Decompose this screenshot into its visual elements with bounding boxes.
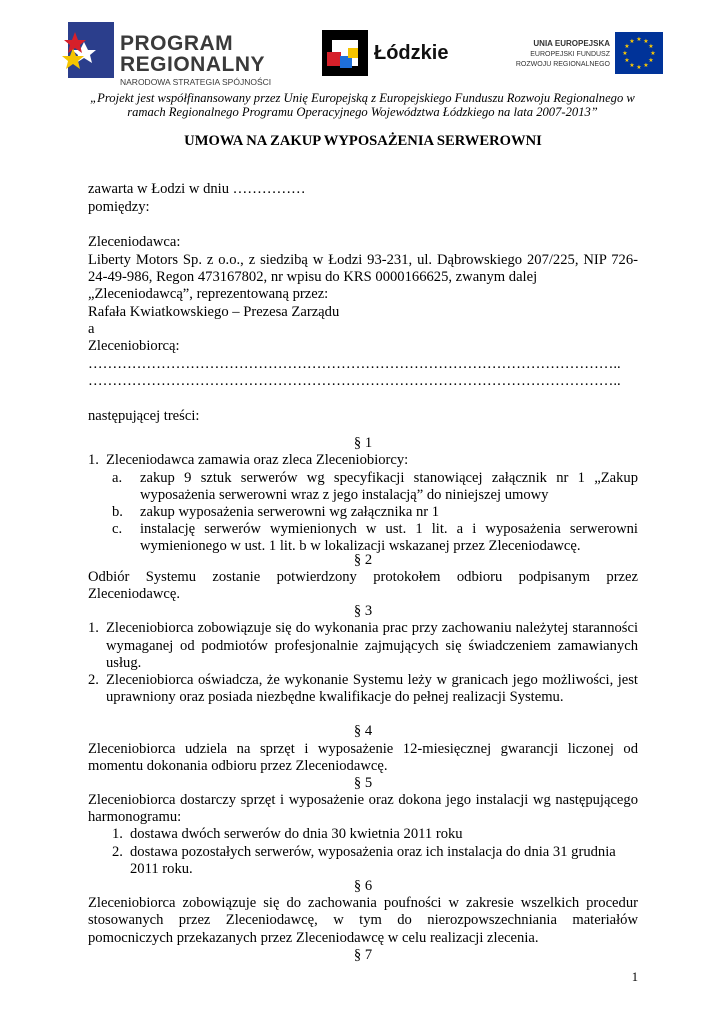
s5-line-1: Zleceniobiorca dostarczy sprzęt i wyposażenie oraz dokona jego instalacji wg następującego bbox=[88, 792, 638, 808]
cofinance-note-line2: ramach Regionalnego Programu Operacyjnego Województwa Łódzkiego na lata 2007-2013” bbox=[127, 105, 598, 119]
svg-text:★: ★ bbox=[636, 36, 642, 43]
lodzkie-emblem-icon bbox=[322, 30, 368, 76]
client-line-3: „Zleceniodawcą”, reprezentowaną przez: bbox=[88, 286, 329, 302]
s3-p1-line-2: wymaganej od podmiotów profesjonalnie zajmujących się świadczeniem zamawianych bbox=[106, 638, 638, 654]
section-4-header: § 4 bbox=[353, 723, 373, 739]
s1-a-letter: a. bbox=[112, 470, 123, 486]
s3-p1-line-3: usług. bbox=[106, 655, 142, 671]
s6-line-2: stosowanych przez Zleceniodawcę, w tym do nierozpowszechniania materiałów bbox=[88, 912, 638, 928]
s1-item1-number: 1. bbox=[88, 452, 99, 468]
s3-p1-line-1: Zleceniobiorca zobowiązuje się do wykonania prac przy zachowaniu należytej staranności bbox=[106, 620, 638, 636]
svg-text:★: ★ bbox=[622, 50, 628, 57]
section-6-header: § 6 bbox=[353, 878, 373, 894]
s3-p1-number: 1. bbox=[88, 620, 99, 636]
eu-label-1: UNIA EUROPEJSKA bbox=[533, 39, 610, 48]
logo-eu bbox=[505, 30, 665, 78]
s1-c-letter: c. bbox=[112, 521, 123, 537]
s3-p2-line-2: uprawniony oraz posiada niezbędne kwalifikacje do pełnej realizacji Systemu. bbox=[106, 689, 564, 705]
svg-text:★: ★ bbox=[629, 38, 635, 45]
s5-item2-line-1: dostawa pozostałych serwerów, wyposażenia oraz ich instalacja do dnia 31 grudnia bbox=[130, 844, 616, 860]
client-label: Zleceniodawca: bbox=[88, 234, 181, 250]
svg-text:★: ★ bbox=[650, 50, 656, 57]
client-line-4: Rafała Kwiatkowskiego – Prezesa Zarządu bbox=[88, 304, 340, 320]
concluded-line: zawarta w Łodzi w dniu …………… bbox=[88, 181, 306, 197]
section-7-header: § 7 bbox=[353, 947, 373, 963]
s5-item1-number: 1. bbox=[112, 826, 123, 842]
s2-line-2: Zleceniodawcę. bbox=[88, 586, 180, 602]
s3-p2-number: 2. bbox=[88, 672, 99, 688]
eu-label-2: EUROPEJSKI FUNDUSZ bbox=[530, 51, 610, 58]
s5-item2-number: 2. bbox=[112, 844, 123, 860]
s1-b-letter: b. bbox=[112, 504, 123, 520]
cofinance-note-line1: „Projekt jest współfinansowany przez Unię Europejską z Europejskiego Funduszu Rozwoju Regionalnego w bbox=[90, 91, 635, 105]
s1-a-line-1: zakup 9 sztuk serwerów wg specyfikacji stanowiącej załącznik nr 1 „Zakup bbox=[140, 470, 638, 486]
and-line: a bbox=[88, 321, 95, 337]
svg-text:★: ★ bbox=[643, 62, 649, 69]
document-title: UMOWA NA ZAKUP WYPOSAŻENIA SERWEROWNI bbox=[184, 133, 542, 149]
s1-a-line-2: wyposażenia serwerowni wraz z jego instalacją” do niniejszej umowy bbox=[140, 487, 549, 503]
contractor-dots-2: ……………………………………………………………………………………………….. bbox=[88, 373, 621, 389]
following-line: następującej treści: bbox=[88, 408, 200, 424]
s2-line-1: Odbiór Systemu zostanie potwierdzony protokołem odbioru podpisanym przez bbox=[88, 569, 638, 585]
s6-line-3: pomocniczych przekazanych przez Zleceniodawcę w celu realizacji zlecenia. bbox=[88, 930, 539, 946]
svg-text:★: ★ bbox=[629, 62, 635, 69]
contractor-label: Zleceniobiorcą: bbox=[88, 338, 180, 354]
strategy-label: NARODOWA STRATEGIA SPÓJNOŚCI bbox=[120, 77, 272, 87]
page-number: 1 bbox=[631, 970, 638, 984]
svg-text:★: ★ bbox=[648, 43, 654, 50]
s5-line-2: harmonogramu: bbox=[88, 809, 182, 825]
s1-b-line-1: zakup wyposażenia serwerowni wg załącznika nr 1 bbox=[140, 504, 440, 520]
svg-text:★: ★ bbox=[636, 64, 642, 71]
client-line-2: 24-49-986, Regon 473167802, nr wpisu do KRS 0000166625, zwanym dalej bbox=[88, 269, 538, 285]
s3-p2-line-1: Zleceniobiorca oświadcza, że wykonanie Systemu leży w granicach jego możliwości, jest bbox=[106, 672, 638, 688]
svg-text:★: ★ bbox=[624, 57, 630, 64]
s1-item1-text: Zleceniodawca zamawia oraz zleca Zleceniobiorcy: bbox=[106, 452, 409, 468]
contractor-dots-1: ……………………………………………………………………………………………….. bbox=[88, 356, 621, 372]
svg-text:★: ★ bbox=[624, 43, 630, 50]
s1-c-line-1: instalację serwerów wymienionych w ust. 1 lit. a i wyposażenia serwerowni bbox=[140, 521, 638, 537]
s5-item1-text: dostawa dwóch serwerów do dnia 30 kwietnia 2011 roku bbox=[130, 826, 463, 842]
program-regionalny-emblem-icon bbox=[60, 20, 118, 82]
s1-c-line-2: wymienionego w ust. 1 lit. b w lokalizacji wskazanej przez Zleceniodawcę. bbox=[140, 538, 581, 554]
section-1-header: § 1 bbox=[353, 435, 373, 451]
eu-label-3: ROZWOJU REGIONALNEGO bbox=[515, 61, 610, 68]
client-line-1: Liberty Motors Sp. z o.o., z siedzibą w Łodzi 93-231, ul. Dąbrowskiego 207/225, NIP 726- bbox=[88, 252, 638, 268]
between-line: pomiędzy: bbox=[88, 199, 150, 215]
svg-text:★: ★ bbox=[648, 57, 654, 64]
s4-line-2: momentu dokonania odbioru przez Zleceniodawcę. bbox=[88, 758, 388, 774]
logo-program-regionalny bbox=[60, 20, 280, 86]
regionalny-label: REGIONALNY bbox=[120, 53, 266, 76]
section-3-header: § 3 bbox=[353, 603, 373, 619]
s6-line-1: Zleceniobiorca zobowiązuje się do zachowania poufności w zakresie wszelkich procedur bbox=[88, 895, 638, 911]
lodzkie-label: Łódzkie bbox=[374, 42, 449, 64]
section-2-header: § 2 bbox=[353, 552, 373, 568]
s5-item2-line-2: 2011 roku. bbox=[130, 861, 193, 877]
logo-lodzkie bbox=[322, 30, 452, 78]
s4-line-1: Zleceniobiorca udziela na sprzęt i wyposażenie 12-miesięcznej gwarancji liczonej od bbox=[88, 741, 638, 757]
eu-flag-icon bbox=[615, 32, 663, 74]
program-label: PROGRAM bbox=[120, 32, 234, 55]
svg-text:★: ★ bbox=[643, 38, 649, 45]
section-5-header: § 5 bbox=[353, 775, 373, 791]
